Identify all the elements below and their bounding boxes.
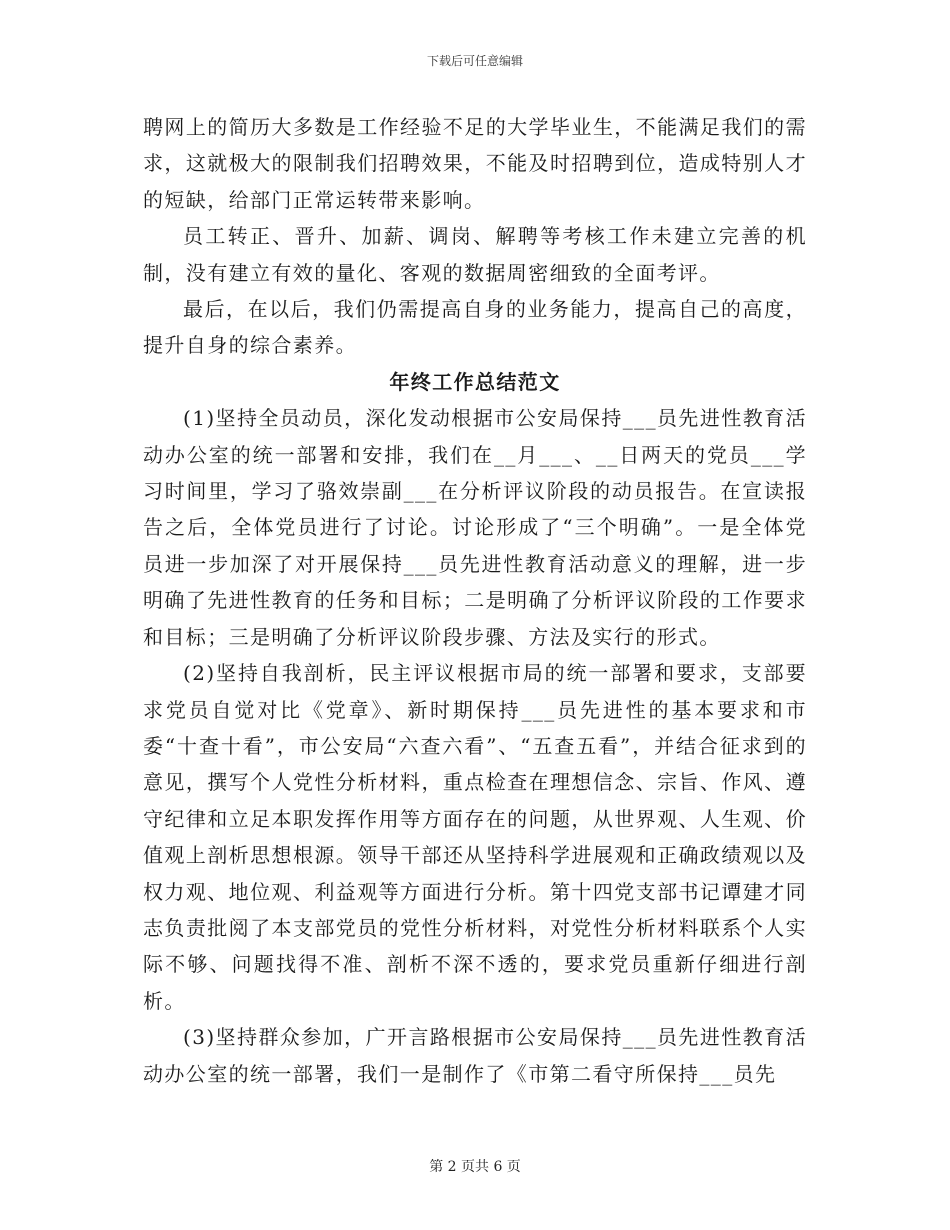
paragraph-conclusion: 最后，在以后，我们仍需提高自身的业务能力，提高自己的高度，提升自身的综合素养。: [143, 297, 807, 358]
paragraph-assessment: 员工转正、晋升、加薪、调岗、解聘等考核工作未建立完善的机制，没有建立有效的量化、客观的数据周密细致的全面考评。: [143, 224, 807, 285]
document-body: [143, 109, 807, 1092]
page-number-footer: 第 2 页共 6 页: [429, 1159, 521, 1175]
paragraph-item-2: (2)坚持自我剖析，民主评议根据市局的统一部署和要求，支部要求党员自觉对比《党章》、新时期保持___员先进性的基本要求和市委“十查十看”，市公安局“六查六看”、“五查五看”，并结合征求到的意见，撰写个人党性分析材料，重点检查在理想信念、宗旨、作风、遵守纪律和立足本职发挥作用等方面存在的问题，从世界观、人生观、价值观上剖析思想根源。领导干部还从坚持科学进展观和正确政绩观以及权力观、地位观、利益观等方面进行分析。第十四党支部书记谭建才同志负责批阅了本支部党员的党性分析材料，对党性分析材料联系个人实际不够、问题找得不准、剖析不深不透的，要求党员重新仔细进行剖析。: [143, 661, 807, 1013]
section-title: 年终工作总结范文: [389, 369, 561, 394]
paragraph-item-1: (1)坚持全员动员，深化发动根据市公安局保持___员先进性教育活动办公室的统一部署和安排，我们在__月___、__日两天的党员___学习时间里，学习了骆效崇副___在分析评议阶段的动员报告。在宣读报告之后，全体党员进行了讨论。讨论形成了“三个明确”。一是全体党员进一步加深了对开展保持___员先进性教育活动意义的理解，进一步明确了先进性教育的任务和目标；二是明确了分析评议阶段的工作要求和目标；三是明确了分析评议阶段步骤、方法及实行的形式。: [143, 406, 807, 649]
paragraph-item-3: (3)坚持群众参加，广开言路根据市公安局保持___员先进性教育活动办公室的统一部署，我们一是制作了《市第二看守所保持___员先: [143, 1025, 807, 1086]
page-header-note: 下载后可任意编辑: [426, 54, 523, 68]
paragraph-continued: 聘网上的简历大多数是工作经验不足的大学毕业生，不能满足我们的需求，这就极大的限制我们招聘效果，不能及时招聘到位，造成特别人才的短缺，给部门正常运转带来影响。: [143, 115, 807, 212]
